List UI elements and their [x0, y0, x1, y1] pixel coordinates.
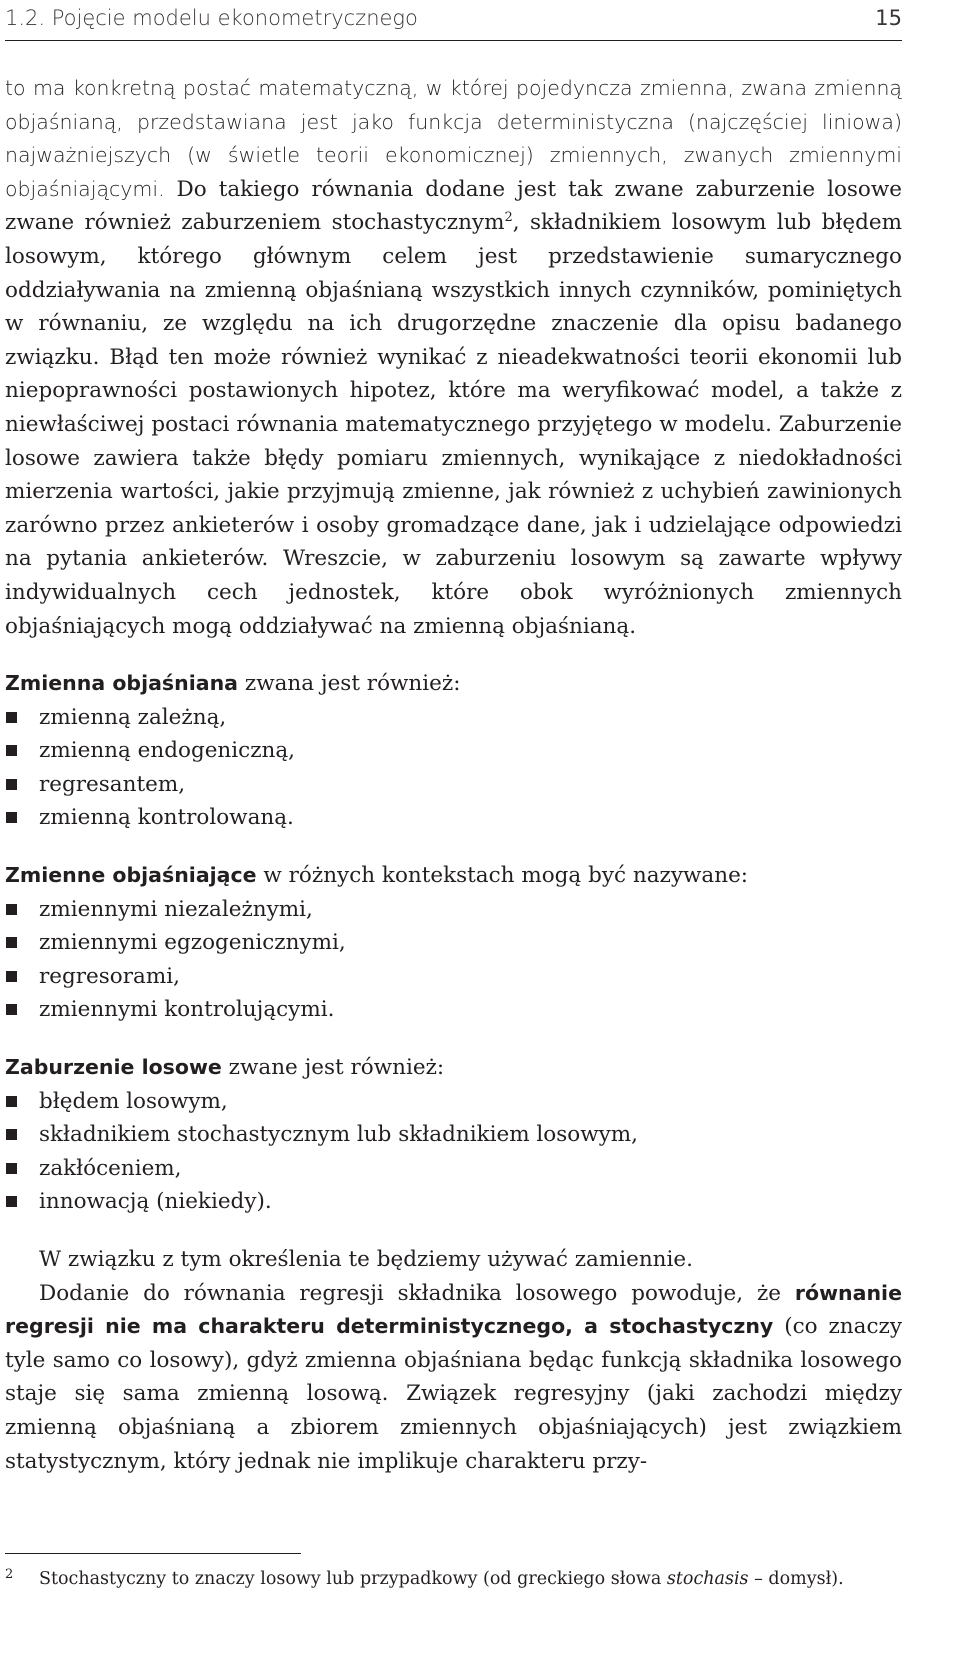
list-item-text: zmiennymi niezależnymi, [39, 896, 313, 922]
list-item [5, 1085, 902, 1119]
square-bullet-icon [6, 971, 17, 982]
paragraph-regression [5, 1277, 902, 1479]
footnote-mark: 2 [5, 1567, 14, 1582]
list-intro-text: zwana jest również: [238, 671, 461, 697]
paragraph-regression-emphasis: równanie regresji nie ma charakteru deterministycznego, a stochastyczny [5, 1280, 902, 1339]
footnote-reference[interactable]: 2 [504, 210, 513, 226]
footnote-text [39, 1566, 844, 1592]
square-bullet-icon [6, 904, 17, 915]
list-item [5, 701, 902, 735]
list-item [5, 801, 902, 835]
list-term: Zaburzenie losowe [5, 1055, 222, 1080]
list-item-text: regresantem, [39, 771, 186, 797]
paragraph-intro [5, 72, 902, 643]
section-title: 1.2. Pojęcie modelu ekonometrycznego [5, 6, 418, 30]
list-item [5, 768, 902, 802]
footnote-text-before: Stochastyczny to znaczy losowy lub przypadkowy (od greckiego słowa [39, 1569, 667, 1589]
list-item-text: składnikiem stochastycznym lub składnikiem losowym, [39, 1122, 638, 1148]
list-intro-text: zwane jest również: [221, 1055, 445, 1081]
body-text [5, 72, 902, 1478]
list-dependent-variable [5, 667, 902, 835]
square-bullet-icon [6, 1163, 17, 1174]
list-item-text: zmienną kontrolowaną. [39, 805, 294, 831]
list-item [5, 734, 902, 768]
square-bullet-icon [6, 1004, 17, 1015]
paragraph-intro-mid: Do takiego równania dodane jest tak zwane zaburzenie losowe zwane również zaburzeniem stochastycznym [5, 176, 902, 236]
footnote-italic-term: stochasis [666, 1569, 749, 1589]
list-term: Zmienne objaśniające [5, 863, 257, 888]
list-item [5, 993, 902, 1027]
list-intro-text: w różnych kontekstach mogą być nazywane: [256, 863, 749, 889]
paragraph-intro-lead: to ma konkretną postać matematyczną, w której pojedyncza zmienna, zwana zmienną objaśnianą, przedstawiana jest jako funkcja deterministyczna (najczęściej liniowa) najważniejszych (w świetle teorii ekonomicznej) zmiennych, zwanych zmiennymi objaśniającymi. [5, 76, 902, 201]
footnote-divider [5, 1553, 301, 1554]
list-item-text: innowacją (niekiedy). [39, 1189, 272, 1215]
list-item [5, 893, 902, 927]
list-item-text: zakłóceniem, [39, 1155, 182, 1181]
square-bullet-icon [6, 812, 17, 823]
list-item [5, 960, 902, 994]
square-bullet-icon [6, 1129, 17, 1140]
square-bullet-icon [6, 937, 17, 948]
footnote-text-after: – domysł). [748, 1569, 844, 1589]
list-heading [5, 859, 902, 893]
paragraph-intro-rest: , składnikiem losowym lub błędem losowym, którego głównym celem jest przedstawienie sumarycznego oddziaływania na zmienną objaśnianą wszystkich innych czynników, pominiętych w równaniu, ze względu na ich drugorzędne znaczenie dla opisu badanego związku. Błąd ten może również wynikać z nieadekwatności teorii ekonomii lub niepoprawności postawionych hipotez, które ma weryfikować model, a także z niewłaściwej postaci równania matematycznego przyjętego w modelu. Zaburzenie losowe zawiera także błędy pomiaru zmiennych, wynikające z niedokładności mierzenia wartości, jakie przyjmują zmienne, jak również z uchybień zawinionych zarówno przez ankieterów i osoby gromadzące dane, jak i udzielające odpowiedzi na pytania ankieterów. Wreszcie, w zaburzeniu losowym są zawarte wpływy indywidualnych cech jednostek, które obok wyróżnionych zmiennych objaśniających mogą oddziaływać na zmienną objaśnianą. [5, 210, 902, 639]
square-bullet-icon [6, 1196, 17, 1207]
list-item-text: zmienną zależną, [39, 704, 227, 730]
list-item [5, 1118, 902, 1152]
square-bullet-icon [6, 779, 17, 790]
running-header [5, 4, 902, 41]
list-explanatory-variables [5, 859, 902, 1027]
square-bullet-icon [6, 712, 17, 723]
list-item-text: błędem losowym, [39, 1088, 228, 1114]
list-item-text: zmiennymi kontrolującymi. [39, 997, 335, 1023]
list-item [5, 1185, 902, 1219]
list-item-text: zmiennymi egzogenicznymi, [39, 930, 346, 956]
list-term: Zmienna objaśniana [5, 671, 239, 696]
list-heading [5, 1051, 902, 1085]
list-random-disturbance [5, 1051, 902, 1219]
paragraph-interchangeable: W związku z tym określenia te będziemy używać zamiennie. [39, 1247, 693, 1272]
paragraph-regression-rest: (co znaczy tyle samo co losowy), gdyż zmienna objaśniana będąc funkcją składnika losowego staje się sama zmienną losową. Związek regresyjny (jaki zachodzi między zmienną objaśnianą a zbiorem zmiennych objaśniających) jest związkiem statystycznym, który jednak nie implikuje charakteru przy- [5, 1314, 902, 1474]
square-bullet-icon [6, 1096, 17, 1107]
list-item-text: regresorami, [39, 963, 180, 989]
paragraph-regression-lead: Dodanie do równania regresji składnika losowego powoduje, że [39, 1280, 795, 1306]
page-number: 15 [875, 6, 902, 30]
list-item-text: zmienną endogeniczną, [39, 738, 296, 764]
list-item [5, 1152, 902, 1186]
square-bullet-icon [6, 745, 17, 756]
list-heading [5, 667, 902, 701]
list-item [5, 926, 902, 960]
